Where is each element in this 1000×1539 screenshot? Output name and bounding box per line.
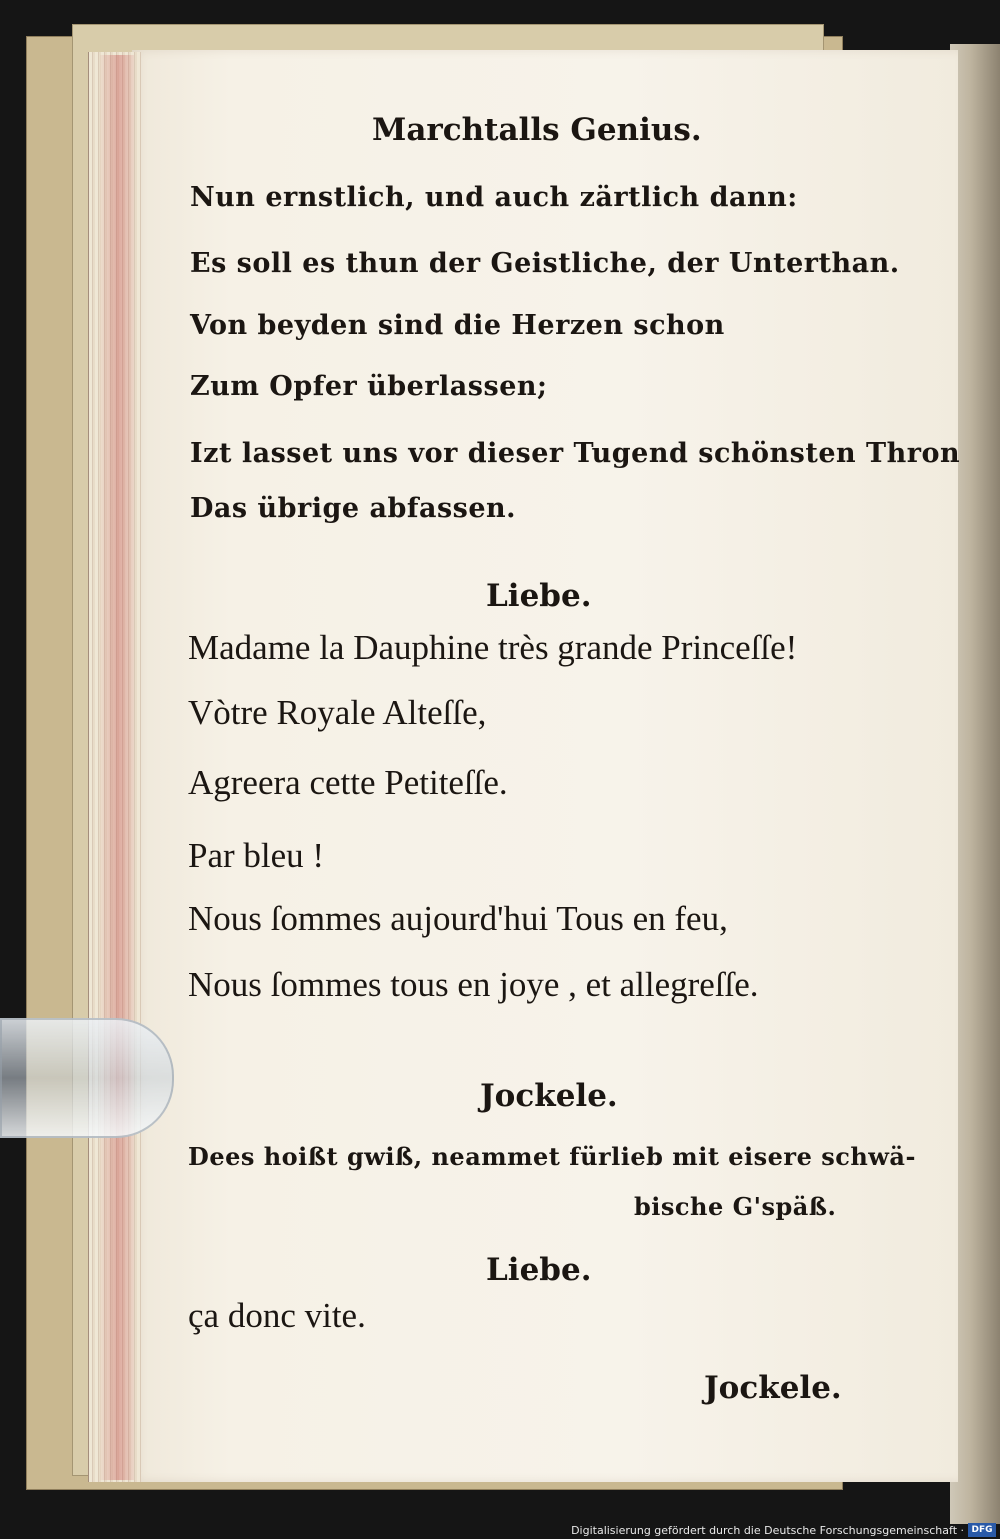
text-line: Nous ſommes tous en joye , et allegreſſe. [188,965,759,1004]
speaker-name: Liebe. [486,578,592,614]
speaker-name: Liebe. [486,1252,592,1288]
catchword: Jockele. [704,1370,842,1406]
section-heading: Marchtalls Genius. [372,112,702,148]
text-line: Madame la Dauphine très grande Princeſſe! [188,628,798,667]
text-line: Das übrige abfassen. [190,493,517,524]
text-line: Nous ſommes aujourd'hui Tous en feu, [188,899,728,938]
text-line: Zum Opfer überlassen; [190,371,548,402]
text-line: ça donc vite. [188,1296,366,1335]
dfg-logo-icon: DFG [968,1523,996,1537]
digitization-credit: Digitalisierung gefördert durch die Deutsche Forschungsgemeinschaft · [571,1524,964,1537]
text-line: bische G'späß. [634,1192,837,1221]
scanner-page-clamp [0,1018,174,1138]
text-line: Von beyden sind die Herzen schon [190,310,725,341]
text-line: Vòtre Royale Alteſſe, [188,693,487,732]
text-line: Nun ernstlich, und auch zärtlich dann: [190,182,798,213]
text-line: Izt lasset uns vor dieser Tugend schönsten Thron [190,438,961,469]
text-line: Dees hoißt gwiß, neammet fürlieb mit eisere schwä- [188,1142,916,1171]
speaker-name: Jockele. [480,1078,618,1114]
text-line: Agreera cette Petiteſſe. [188,763,508,802]
text-line: Es soll es thun der Geistliche, der Unterthan. [190,248,900,279]
text-line: Par bleu ! [188,836,325,875]
